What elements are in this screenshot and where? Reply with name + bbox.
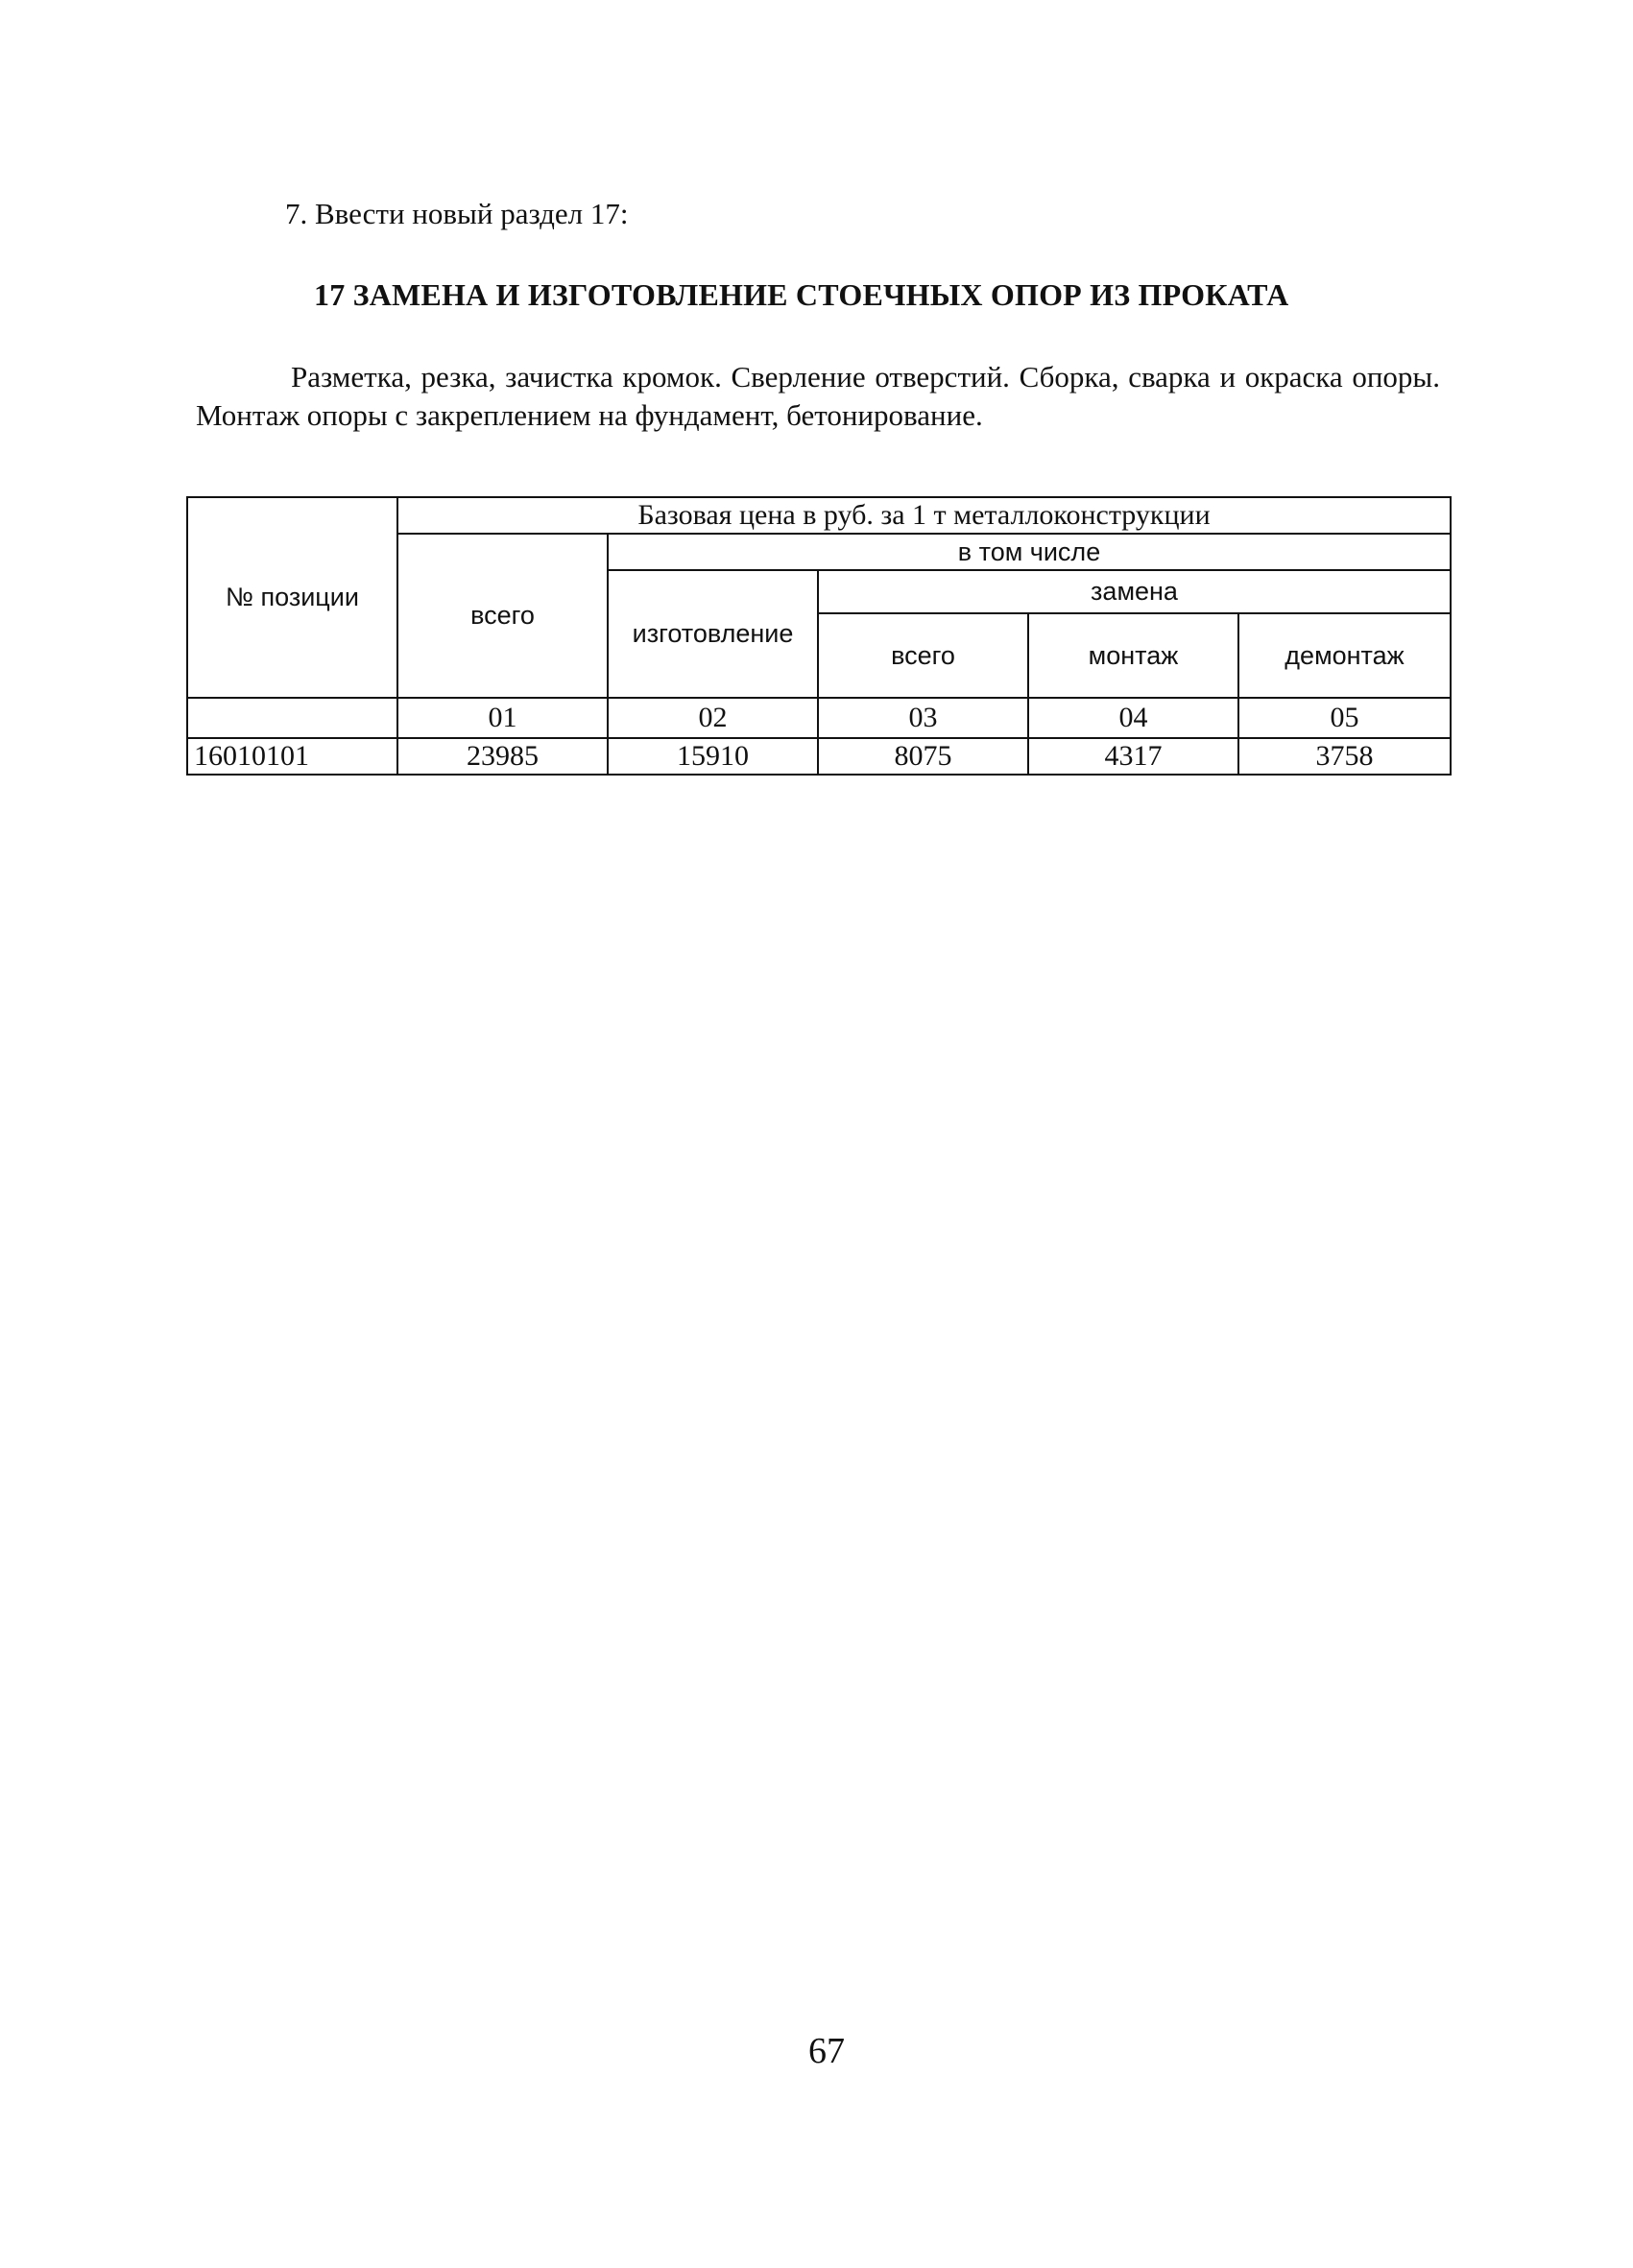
price-dismantling: 3758 — [1238, 738, 1451, 775]
total-header: всего — [397, 534, 608, 698]
column-number-row — [187, 698, 1451, 738]
table-header-row — [187, 497, 1451, 534]
manufacture-header: изготовление — [608, 570, 818, 698]
replacement-header: замена — [818, 570, 1451, 613]
replacement-total-header: всего — [818, 613, 1028, 698]
page-number: 67 — [808, 2031, 845, 2071]
empty-cell — [187, 698, 397, 738]
section-title: 17 ЗАМЕНА И ИЗГОТОВЛЕНИЕ СТОЕЧНЫХ ОПОР ИЗ ПРОКАТА — [314, 277, 1289, 312]
column-number: 03 — [818, 698, 1028, 738]
price-manufacture: 15910 — [608, 738, 818, 775]
price-total: 23985 — [397, 738, 608, 775]
column-number: 04 — [1028, 698, 1238, 738]
column-number: 05 — [1238, 698, 1451, 738]
mounting-header: монтаж — [1028, 613, 1238, 698]
price-mounting: 4317 — [1028, 738, 1238, 775]
position-code: 16010101 — [187, 738, 397, 775]
price-replacement-total: 8075 — [818, 738, 1028, 775]
intro-text: 7. Ввести новый раздел 17: — [285, 197, 629, 230]
including-header: в том числе — [608, 534, 1451, 570]
table-row — [187, 738, 1451, 775]
dismantling-header: демонтаж — [1238, 613, 1451, 698]
price-table — [186, 496, 1452, 776]
column-number: 02 — [608, 698, 818, 738]
position-header: № позиции — [187, 497, 397, 698]
column-number: 01 — [397, 698, 608, 738]
section-description: Разметка, резка, зачистка кромок. Сверление отверстий. Сборка, сварка и окраска опоры. Монтаж опоры с закреплением на фундамент, бетонирование. — [196, 360, 1440, 432]
price-header: Базовая цена в руб. за 1 т металлоконструкции — [397, 497, 1451, 534]
